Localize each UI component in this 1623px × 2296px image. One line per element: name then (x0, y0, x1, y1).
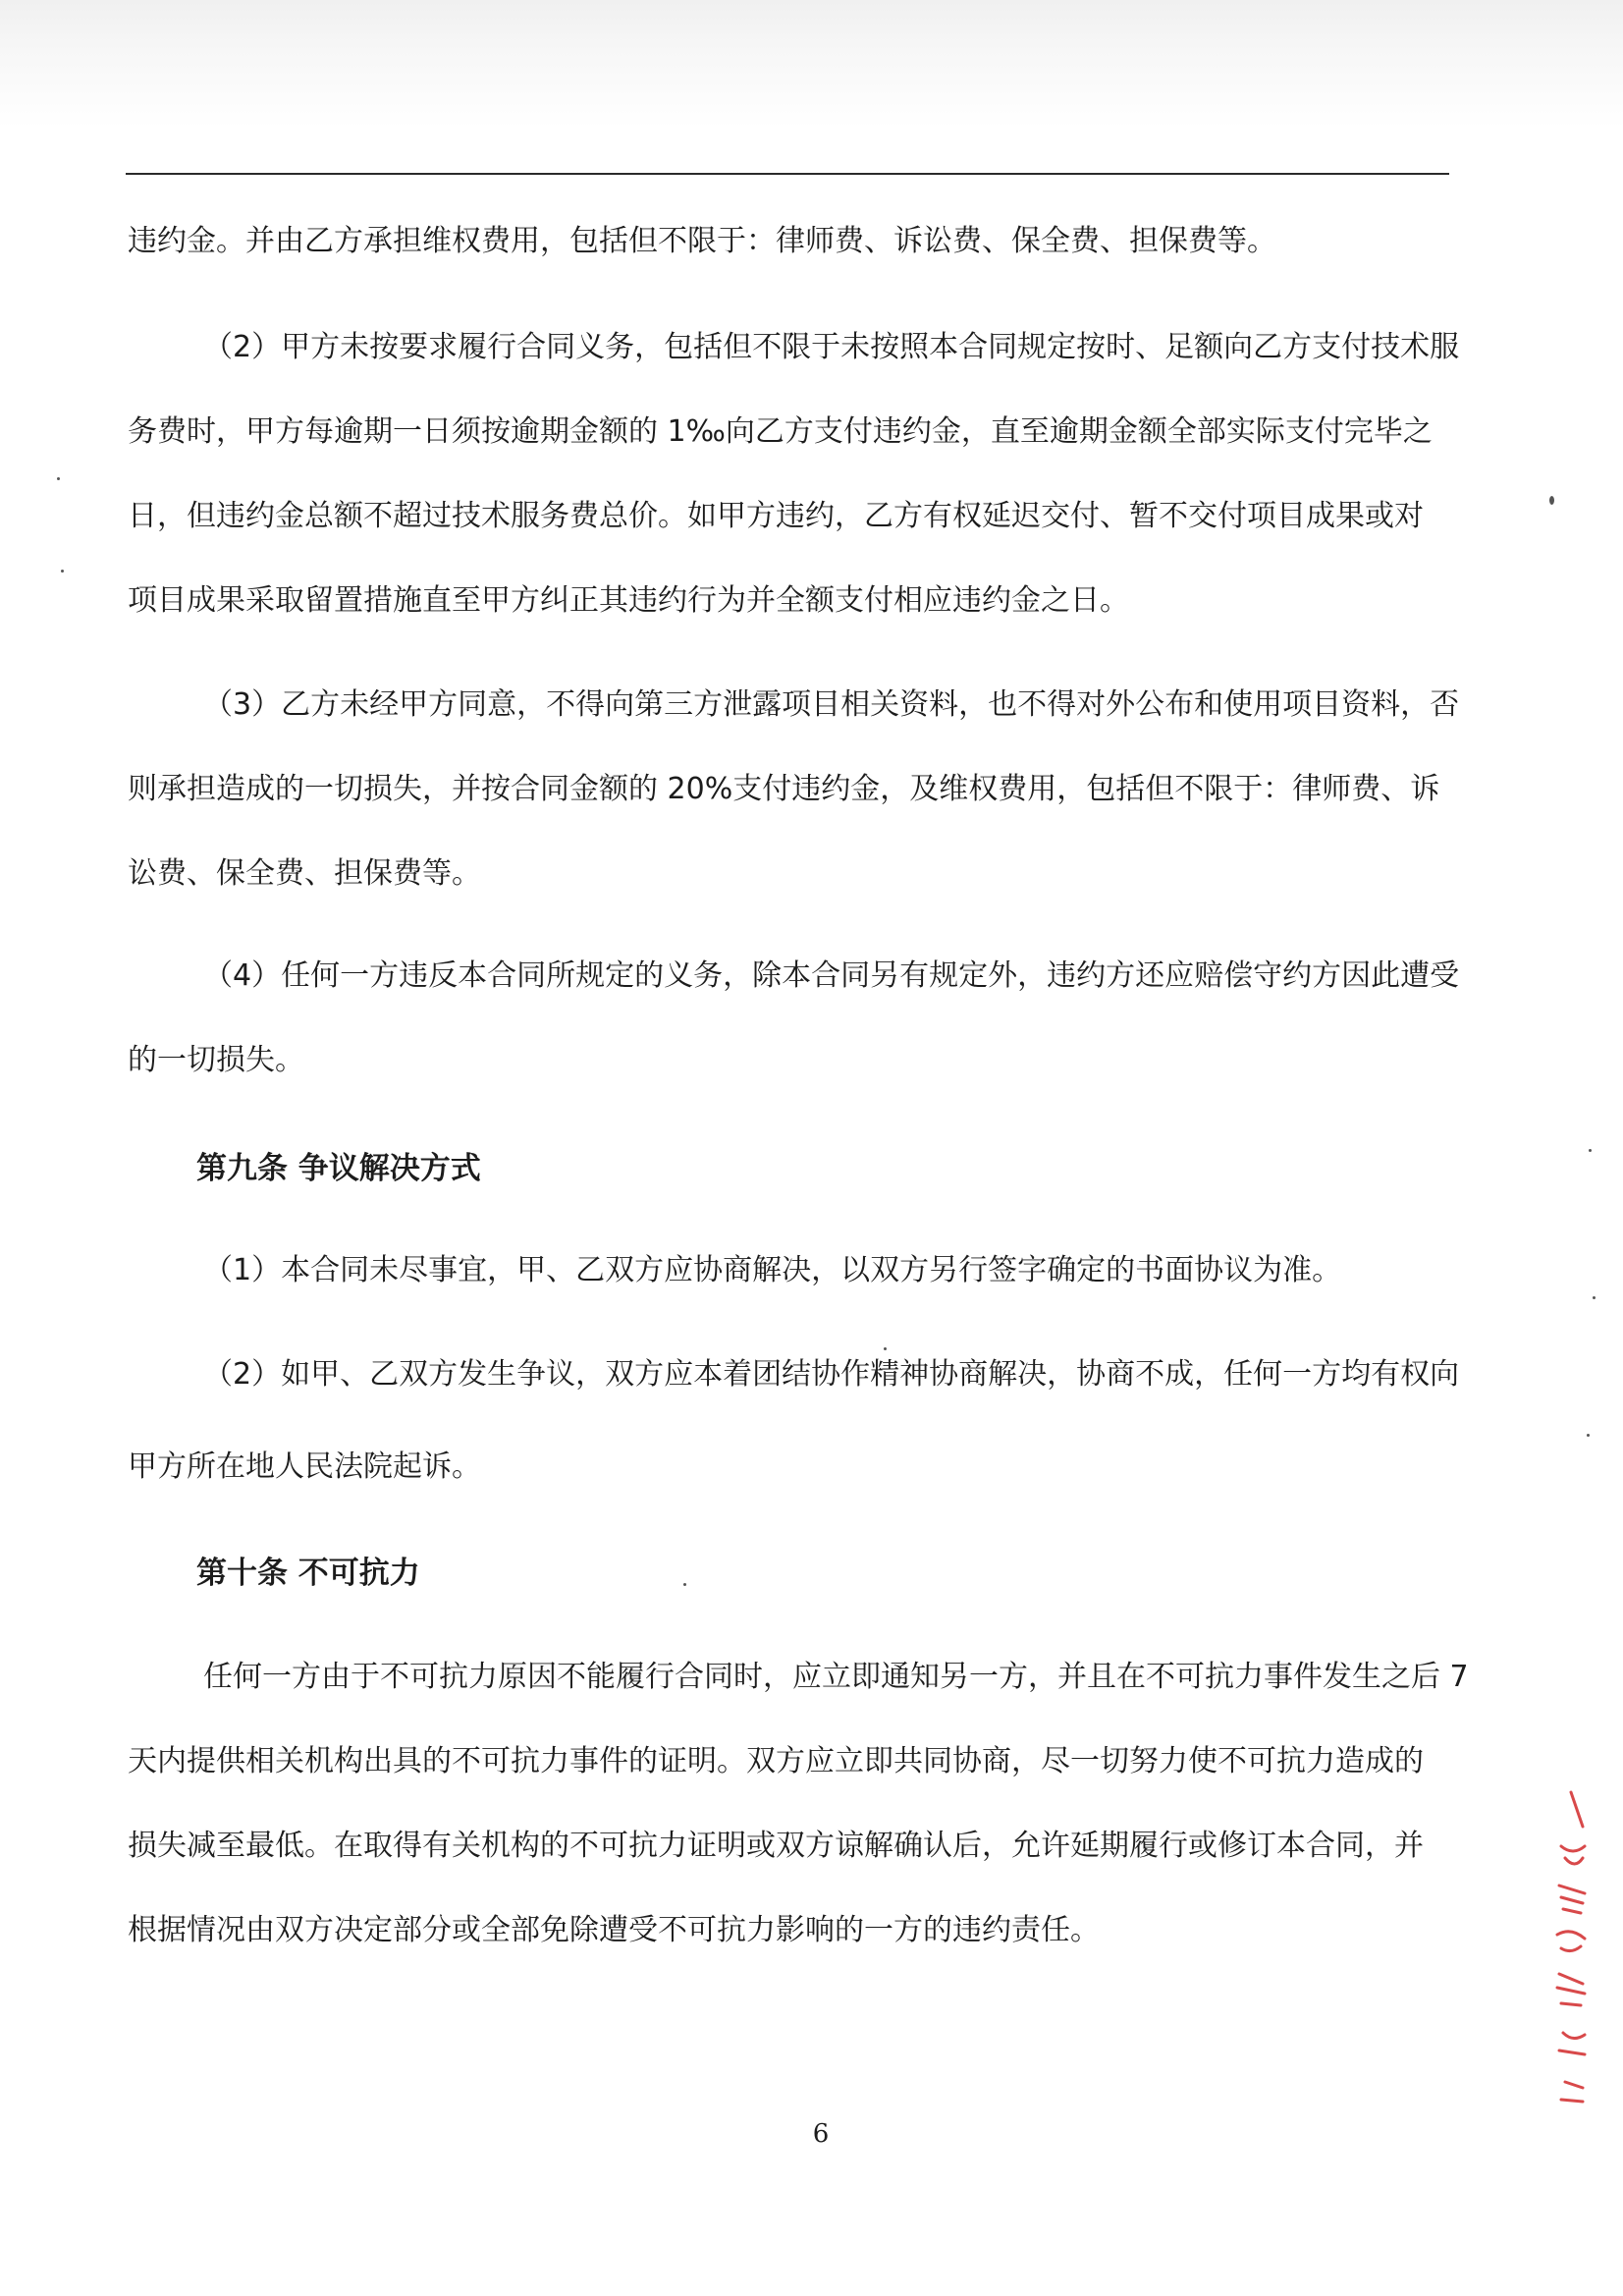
scan-speck (1549, 496, 1554, 505)
text-line: （3）乙方未经甲方同意，不得向第三方泄露项目相关资料，也不得对外公布和使用项目资料，否 (203, 687, 1460, 722)
scan-speck (61, 570, 64, 573)
scan-speck (1589, 1149, 1592, 1152)
page-number: 6 (812, 2119, 830, 2149)
scan-speck (57, 477, 60, 480)
text-line: 的一切损失。 (128, 1043, 304, 1077)
text-line: （1）本合同未尽事宜，甲、乙双方应协商解决，以双方另行签字确定的书面协议为准。 (203, 1253, 1342, 1287)
scan-speck (683, 1583, 686, 1586)
text-line: 甲方所在地人民法院起诉。 (128, 1449, 481, 1484)
text-line: 则承担造成的一切损失，并按合同金额的 20%支付违约金，及维权费用，包括但不限于：律师费、诉 (128, 772, 1440, 806)
section-heading-10: 第十条 不可抗力 (196, 1556, 420, 1591)
text-line: （2）如甲、乙双方发生争议，双方应本着团结协作精神协商解决，协商不成，任何一方均有权向 (203, 1357, 1460, 1392)
section-heading-9: 第九条 争议解决方式 (196, 1151, 481, 1186)
text-line: 项目成果采取留置措施直至甲方纠正其违约行为并全额支付相应违约金之日。 (128, 583, 1129, 618)
scan-speck (884, 1347, 887, 1350)
header-rule (126, 173, 1449, 175)
text-line: 天内提供相关机构出具的不可抗力事件的证明。双方应立即共同协商，尽一切努力使不可抗力造成的 (128, 1744, 1424, 1778)
scan-speck (1593, 1296, 1596, 1299)
text-line: 日，但违约金总额不超过技术服务费总价。如甲方违约，乙方有权延迟交付、暂不交付项目成果或对 (128, 499, 1424, 533)
text-line: 务费时，甲方每逾期一日须按逾期金额的 1‰向乙方支付违约金，直至逾期金额全部实际支付完毕之 (128, 414, 1433, 449)
text-line: （4）任何一方违反本合同所规定的义务，除本合同另有规定外，违约方还应赔偿守约方因此遭受 (203, 958, 1460, 993)
text-line: 违约金。并由乙方承担维权费用，包括但不限于：律师费、诉讼费、保全费、担保费等。 (128, 224, 1276, 258)
text-line: 任何一方由于不可抗力原因不能履行合同时，应立即通知另一方，并且在不可抗力事件发生之后 7 (203, 1660, 1469, 1694)
text-line: 根据情况由双方决定部分或全部免除遭受不可抗力影响的一方的违约责任。 (128, 1913, 1100, 1947)
red-seal-partial (1532, 1787, 1610, 2131)
text-line: 讼费、保全费、担保费等。 (128, 856, 481, 891)
scan-shadow (0, 0, 1623, 128)
text-line: （2）甲方未按要求履行合同义务，包括但不限于未按照本合同规定按时、足额向乙方支付技术服 (203, 330, 1460, 364)
text-line: 损失减至最低。在取得有关机构的不可抗力证明或双方谅解确认后，允许延期履行或修订本合同，并 (128, 1829, 1424, 1863)
scan-speck (1587, 1434, 1590, 1437)
